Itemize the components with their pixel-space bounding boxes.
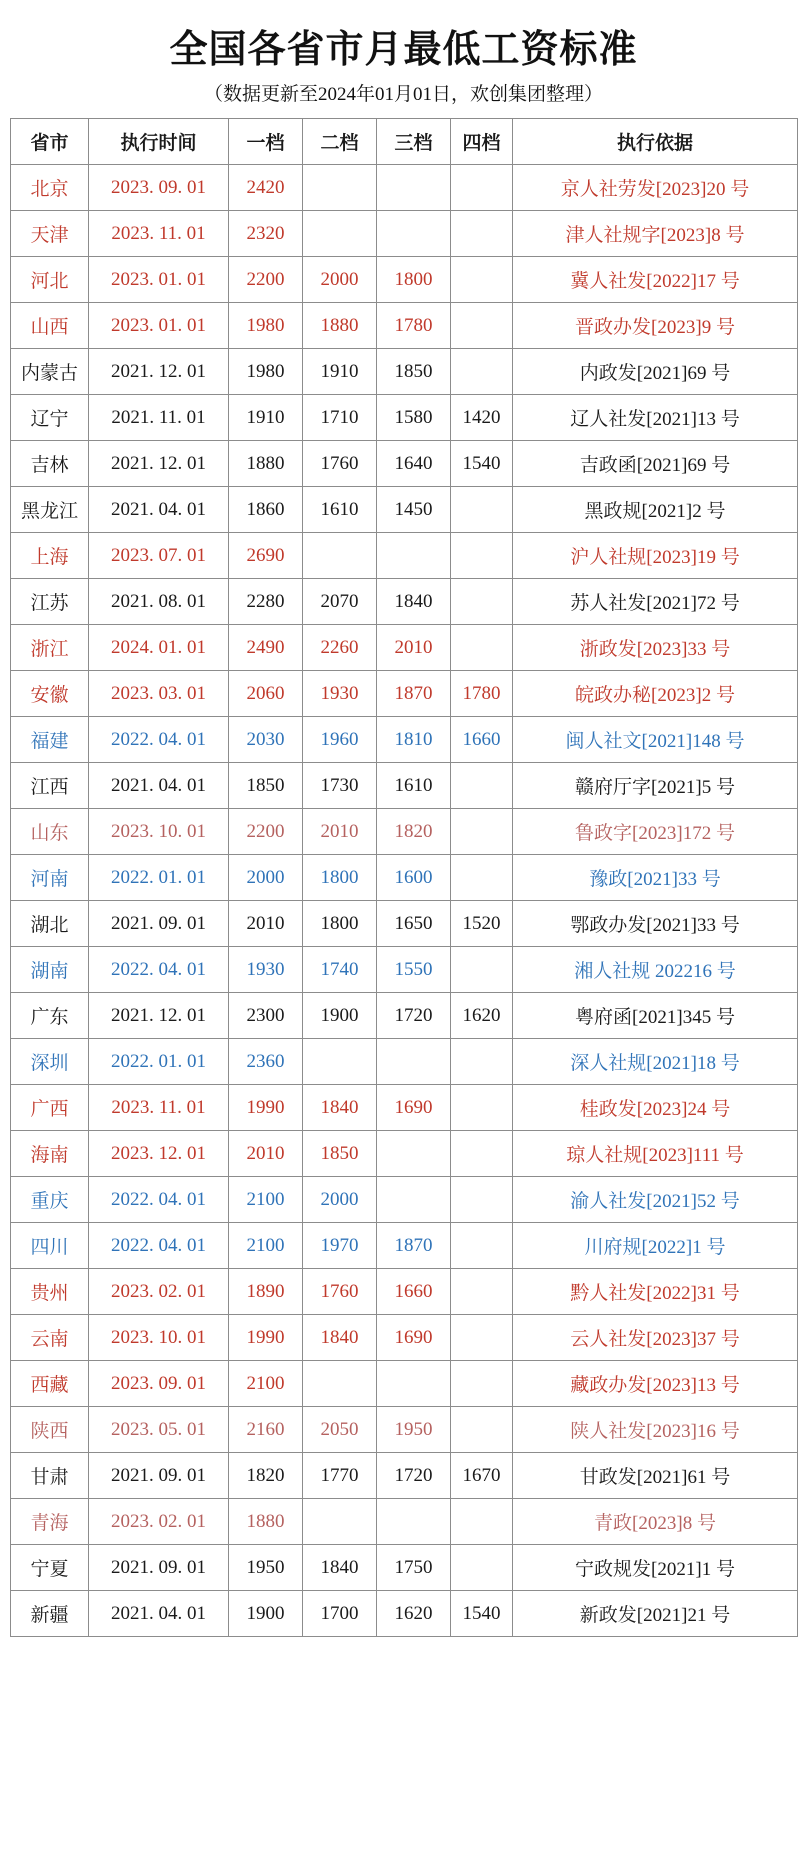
cell-tier3: 1810	[377, 717, 451, 763]
page-subtitle: （数据更新至2024年01月01日，欢创集团整理）	[203, 84, 603, 105]
cell-basis: 皖政办秘[2023]2 号	[513, 671, 798, 717]
cell-date: 2021. 04. 01	[89, 763, 229, 809]
cell-province: 吉林	[11, 441, 89, 487]
cell-tier2: 1800	[303, 901, 377, 947]
cell-tier3	[377, 1131, 451, 1177]
cell-province: 广西	[11, 1085, 89, 1131]
cell-tier2: 1700	[303, 1591, 377, 1637]
cell-province: 西藏	[11, 1361, 89, 1407]
table-row	[11, 855, 798, 901]
cell-province: 湖北	[11, 901, 89, 947]
cell-tier3: 1690	[377, 1085, 451, 1131]
cell-basis: 辽人社发[2021]13 号	[513, 395, 798, 441]
cell-province: 山东	[11, 809, 89, 855]
cell-tier1: 2160	[229, 1407, 303, 1453]
cell-tier1: 2200	[229, 809, 303, 855]
cell-province: 四川	[11, 1223, 89, 1269]
cell-province: 深圳	[11, 1039, 89, 1085]
table-row	[11, 257, 798, 303]
cell-date: 2021. 12. 01	[89, 993, 229, 1039]
table-row	[11, 763, 798, 809]
cell-tier4	[451, 349, 513, 395]
cell-tier2: 1960	[303, 717, 377, 763]
table-row	[11, 165, 798, 211]
table-row	[11, 947, 798, 993]
cell-basis: 湘人社规 202216 号	[513, 947, 798, 993]
cell-date: 2023. 02. 01	[89, 1269, 229, 1315]
column-header-basis: 执行依据	[513, 119, 798, 165]
cell-tier2: 1840	[303, 1315, 377, 1361]
table-row	[11, 533, 798, 579]
cell-tier2: 1730	[303, 763, 377, 809]
cell-tier2: 1710	[303, 395, 377, 441]
cell-tier1: 1950	[229, 1545, 303, 1591]
column-header-tier2: 二档	[303, 119, 377, 165]
cell-tier2: 1740	[303, 947, 377, 993]
cell-province: 河北	[11, 257, 89, 303]
cell-basis: 豫政[2021]33 号	[513, 855, 798, 901]
cell-tier4: 1780	[451, 671, 513, 717]
table-row	[11, 993, 798, 1039]
cell-tier3: 1450	[377, 487, 451, 533]
cell-tier2: 1760	[303, 1269, 377, 1315]
cell-date: 2023. 03. 01	[89, 671, 229, 717]
cell-tier4	[451, 533, 513, 579]
cell-tier4	[451, 211, 513, 257]
cell-tier1: 1880	[229, 441, 303, 487]
cell-date: 2021. 12. 01	[89, 441, 229, 487]
cell-tier2	[303, 1499, 377, 1545]
cell-tier4	[451, 1223, 513, 1269]
cell-tier1: 2320	[229, 211, 303, 257]
cell-tier2: 1760	[303, 441, 377, 487]
cell-tier1: 1930	[229, 947, 303, 993]
cell-tier1: 2030	[229, 717, 303, 763]
cell-province: 江西	[11, 763, 89, 809]
cell-tier1: 1900	[229, 1591, 303, 1637]
cell-date: 2023. 05. 01	[89, 1407, 229, 1453]
cell-tier2	[303, 1361, 377, 1407]
cell-tier4	[451, 303, 513, 349]
cell-date: 2021. 04. 01	[89, 487, 229, 533]
cell-province: 北京	[11, 165, 89, 211]
cell-tier4	[451, 809, 513, 855]
cell-tier3: 1950	[377, 1407, 451, 1453]
cell-date: 2023. 11. 01	[89, 1085, 229, 1131]
cell-tier3: 1870	[377, 671, 451, 717]
cell-basis: 黔人社发[2022]31 号	[513, 1269, 798, 1315]
table-row	[11, 1131, 798, 1177]
cell-tier2: 2010	[303, 809, 377, 855]
cell-tier3	[377, 533, 451, 579]
cell-tier1: 2490	[229, 625, 303, 671]
cell-date: 2023. 10. 01	[89, 1315, 229, 1361]
cell-date: 2021. 04. 01	[89, 1591, 229, 1637]
cell-tier3	[377, 211, 451, 257]
cell-tier4	[451, 257, 513, 303]
cell-tier3	[377, 1039, 451, 1085]
cell-basis: 浙政发[2023]33 号	[513, 625, 798, 671]
cell-tier2: 2070	[303, 579, 377, 625]
cell-tier4	[451, 1315, 513, 1361]
cell-tier4	[451, 1499, 513, 1545]
cell-date: 2023. 12. 01	[89, 1131, 229, 1177]
cell-tier1: 1980	[229, 349, 303, 395]
cell-basis: 冀人社发[2022]17 号	[513, 257, 798, 303]
table-row	[11, 1453, 798, 1499]
cell-tier1: 1980	[229, 303, 303, 349]
cell-province: 广东	[11, 993, 89, 1039]
cell-tier3	[377, 1499, 451, 1545]
cell-date: 2021. 09. 01	[89, 1545, 229, 1591]
cell-tier3: 1840	[377, 579, 451, 625]
cell-tier2: 1880	[303, 303, 377, 349]
cell-province: 重庆	[11, 1177, 89, 1223]
cell-tier2: 1910	[303, 349, 377, 395]
cell-tier2: 2000	[303, 1177, 377, 1223]
cell-province: 天津	[11, 211, 89, 257]
cell-tier4: 1660	[451, 717, 513, 763]
cell-date: 2023. 02. 01	[89, 1499, 229, 1545]
cell-basis: 宁政规发[2021]1 号	[513, 1545, 798, 1591]
cell-basis: 晋政办发[2023]9 号	[513, 303, 798, 349]
cell-tier1: 2010	[229, 901, 303, 947]
cell-tier2: 1610	[303, 487, 377, 533]
cell-basis: 京人社劳发[2023]20 号	[513, 165, 798, 211]
cell-basis: 甘政发[2021]61 号	[513, 1453, 798, 1499]
column-header-tier4: 四档	[451, 119, 513, 165]
cell-basis: 吉政函[2021]69 号	[513, 441, 798, 487]
cell-basis: 黑政规[2021]2 号	[513, 487, 798, 533]
cell-date: 2023. 01. 01	[89, 303, 229, 349]
table-row	[11, 395, 798, 441]
cell-date: 2024. 01. 01	[89, 625, 229, 671]
cell-tier4: 1540	[451, 441, 513, 487]
table-row	[11, 1361, 798, 1407]
cell-tier3: 1690	[377, 1315, 451, 1361]
cell-date: 2021. 08. 01	[89, 579, 229, 625]
cell-province: 甘肃	[11, 1453, 89, 1499]
cell-tier3: 1660	[377, 1269, 451, 1315]
cell-tier2	[303, 211, 377, 257]
cell-tier4	[451, 1177, 513, 1223]
cell-tier3: 1820	[377, 809, 451, 855]
cell-tier3: 1650	[377, 901, 451, 947]
table-row	[11, 809, 798, 855]
cell-province: 辽宁	[11, 395, 89, 441]
cell-tier1: 2420	[229, 165, 303, 211]
cell-tier2	[303, 1039, 377, 1085]
cell-basis: 新政发[2021]21 号	[513, 1591, 798, 1637]
column-header-province: 省市	[11, 119, 89, 165]
cell-basis: 青政[2023]8 号	[513, 1499, 798, 1545]
cell-tier4: 1540	[451, 1591, 513, 1637]
column-header-tier1: 一档	[229, 119, 303, 165]
cell-tier1: 1820	[229, 1453, 303, 1499]
cell-tier1: 2690	[229, 533, 303, 579]
cell-tier2: 1900	[303, 993, 377, 1039]
cell-basis: 藏政办发[2023]13 号	[513, 1361, 798, 1407]
cell-tier1: 2060	[229, 671, 303, 717]
cell-date: 2023. 09. 01	[89, 165, 229, 211]
cell-basis: 内政发[2021]69 号	[513, 349, 798, 395]
table-row	[11, 625, 798, 671]
cell-tier4	[451, 579, 513, 625]
cell-tier1: 1990	[229, 1315, 303, 1361]
cell-province: 陕西	[11, 1407, 89, 1453]
table-row	[11, 901, 798, 947]
cell-tier3: 1870	[377, 1223, 451, 1269]
cell-tier4: 1670	[451, 1453, 513, 1499]
table-row	[11, 1223, 798, 1269]
cell-tier4: 1620	[451, 993, 513, 1039]
table-row	[11, 487, 798, 533]
cell-tier2	[303, 533, 377, 579]
cell-basis: 鄂政办发[2021]33 号	[513, 901, 798, 947]
cell-basis: 渝人社发[2021]52 号	[513, 1177, 798, 1223]
table-row	[11, 1545, 798, 1591]
table-row	[11, 1269, 798, 1315]
page-title: 全国各省市月最低工资标准	[169, 29, 638, 71]
cell-province: 云南	[11, 1315, 89, 1361]
cell-tier1: 2200	[229, 257, 303, 303]
cell-date: 2022. 01. 01	[89, 855, 229, 901]
cell-tier1: 2300	[229, 993, 303, 1039]
cell-basis: 陕人社发[2023]16 号	[513, 1407, 798, 1453]
table-header-row	[11, 119, 798, 165]
cell-tier1: 1880	[229, 1499, 303, 1545]
cell-tier2: 2260	[303, 625, 377, 671]
cell-basis: 沪人社规[2023]19 号	[513, 533, 798, 579]
table-row	[11, 1591, 798, 1637]
cell-province: 上海	[11, 533, 89, 579]
cell-basis: 津人社规字[2023]8 号	[513, 211, 798, 257]
cell-date: 2023. 11. 01	[89, 211, 229, 257]
cell-date: 2023. 01. 01	[89, 257, 229, 303]
table-row	[11, 671, 798, 717]
table-row	[11, 717, 798, 763]
table-row	[11, 441, 798, 487]
column-header-date: 执行时间	[89, 119, 229, 165]
table-row	[11, 1315, 798, 1361]
table-header	[11, 119, 798, 165]
cell-tier3	[377, 165, 451, 211]
cell-tier4	[451, 947, 513, 993]
cell-tier3	[377, 1177, 451, 1223]
cell-province: 内蒙古	[11, 349, 89, 395]
table-row	[11, 303, 798, 349]
cell-tier2: 1840	[303, 1545, 377, 1591]
cell-date: 2022. 04. 01	[89, 947, 229, 993]
cell-tier3: 1610	[377, 763, 451, 809]
cell-basis: 川府规[2022]1 号	[513, 1223, 798, 1269]
cell-tier1: 2280	[229, 579, 303, 625]
cell-basis: 苏人社发[2021]72 号	[513, 579, 798, 625]
cell-tier3: 2010	[377, 625, 451, 671]
cell-province: 青海	[11, 1499, 89, 1545]
cell-date: 2022. 04. 01	[89, 717, 229, 763]
table-row	[11, 1039, 798, 1085]
cell-date: 2022. 04. 01	[89, 1177, 229, 1223]
cell-tier1: 1850	[229, 763, 303, 809]
cell-tier4	[451, 1039, 513, 1085]
cell-tier2: 2000	[303, 257, 377, 303]
cell-tier4	[451, 1545, 513, 1591]
cell-date: 2023. 09. 01	[89, 1361, 229, 1407]
cell-tier4	[451, 1085, 513, 1131]
cell-province: 黑龙江	[11, 487, 89, 533]
cell-date: 2021. 11. 01	[89, 395, 229, 441]
cell-province: 湖南	[11, 947, 89, 993]
cell-tier3: 1580	[377, 395, 451, 441]
cell-tier1: 1860	[229, 487, 303, 533]
table-row	[11, 1407, 798, 1453]
cell-basis: 鲁政字[2023]172 号	[513, 809, 798, 855]
cell-province: 贵州	[11, 1269, 89, 1315]
cell-tier4	[451, 763, 513, 809]
table-row	[11, 1499, 798, 1545]
cell-province: 浙江	[11, 625, 89, 671]
cell-province: 福建	[11, 717, 89, 763]
cell-tier2: 1930	[303, 671, 377, 717]
cell-province: 河南	[11, 855, 89, 901]
cell-tier4	[451, 1131, 513, 1177]
minimum-wage-table	[10, 118, 798, 1637]
cell-province: 山西	[11, 303, 89, 349]
cell-province: 宁夏	[11, 1545, 89, 1591]
cell-tier2: 1770	[303, 1453, 377, 1499]
table-row	[11, 1085, 798, 1131]
cell-date: 2022. 01. 01	[89, 1039, 229, 1085]
cell-date: 2021. 09. 01	[89, 901, 229, 947]
cell-tier1: 2100	[229, 1223, 303, 1269]
cell-tier1: 2100	[229, 1177, 303, 1223]
column-header-tier3: 三档	[377, 119, 451, 165]
cell-province: 安徽	[11, 671, 89, 717]
cell-province: 新疆	[11, 1591, 89, 1637]
cell-tier1: 2360	[229, 1039, 303, 1085]
cell-basis: 云人社发[2023]37 号	[513, 1315, 798, 1361]
cell-tier4: 1420	[451, 395, 513, 441]
cell-basis: 琼人社规[2023]111 号	[513, 1131, 798, 1177]
cell-basis: 深人社规[2021]18 号	[513, 1039, 798, 1085]
cell-tier4	[451, 165, 513, 211]
cell-tier4: 1520	[451, 901, 513, 947]
cell-tier3: 1800	[377, 257, 451, 303]
cell-tier1: 2010	[229, 1131, 303, 1177]
cell-date: 2021. 09. 01	[89, 1453, 229, 1499]
cell-tier3: 1720	[377, 993, 451, 1039]
cell-tier4	[451, 1269, 513, 1315]
cell-basis: 赣府厅字[2021]5 号	[513, 763, 798, 809]
cell-tier3: 1850	[377, 349, 451, 395]
cell-basis: 闽人社文[2021]148 号	[513, 717, 798, 763]
cell-tier2: 2050	[303, 1407, 377, 1453]
table-row	[11, 211, 798, 257]
cell-tier2: 1970	[303, 1223, 377, 1269]
cell-tier2	[303, 165, 377, 211]
cell-tier1: 1890	[229, 1269, 303, 1315]
cell-basis: 粤府函[2021]345 号	[513, 993, 798, 1039]
cell-tier3: 1620	[377, 1591, 451, 1637]
cell-tier1: 2000	[229, 855, 303, 901]
table-row	[11, 579, 798, 625]
cell-tier2: 1840	[303, 1085, 377, 1131]
cell-tier3: 1640	[377, 441, 451, 487]
cell-tier1: 1910	[229, 395, 303, 441]
cell-tier4	[451, 625, 513, 671]
table-row	[11, 349, 798, 395]
cell-date: 2021. 12. 01	[89, 349, 229, 395]
cell-tier4	[451, 1407, 513, 1453]
cell-tier1: 2100	[229, 1361, 303, 1407]
cell-tier4	[451, 487, 513, 533]
cell-tier3: 1550	[377, 947, 451, 993]
cell-tier4	[451, 855, 513, 901]
table-row	[11, 1177, 798, 1223]
cell-province: 海南	[11, 1131, 89, 1177]
cell-tier2: 1800	[303, 855, 377, 901]
cell-province: 江苏	[11, 579, 89, 625]
table-body	[11, 165, 798, 1637]
cell-date: 2023. 07. 01	[89, 533, 229, 579]
cell-tier3	[377, 1361, 451, 1407]
cell-tier3: 1780	[377, 303, 451, 349]
cell-date: 2022. 04. 01	[89, 1223, 229, 1269]
cell-tier3: 1720	[377, 1453, 451, 1499]
cell-tier2: 1850	[303, 1131, 377, 1177]
cell-date: 2023. 10. 01	[89, 809, 229, 855]
cell-tier3: 1600	[377, 855, 451, 901]
cell-tier4	[451, 1361, 513, 1407]
cell-tier3: 1750	[377, 1545, 451, 1591]
cell-basis: 桂政发[2023]24 号	[513, 1085, 798, 1131]
cell-tier1: 1990	[229, 1085, 303, 1131]
